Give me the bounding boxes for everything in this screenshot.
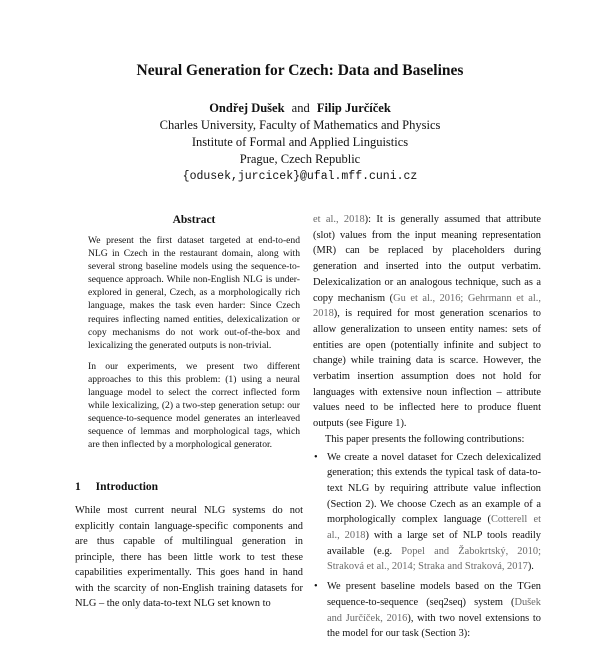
paragraph-text: ), is required for most generation scenarios to allow generalization to unseen entity names: sets of entities are open (potentially infinite and subject to change) while training data is scarce. However, the verbatim insertion assumption does not hold for languages with extensive noun inflection – attribute values need to be inflected here to produce fluent outputs (see Figure 1). bbox=[313, 308, 541, 430]
author-and: and bbox=[291, 101, 310, 115]
affiliation-line-3: Prague, Czech Republic bbox=[239, 152, 361, 166]
author-email: {odusek,jurcicek}@ufal.mff.cuni.cz bbox=[182, 170, 418, 183]
bullet-icon: • bbox=[314, 451, 318, 463]
section-number: 1 bbox=[75, 481, 81, 493]
bullet-icon: • bbox=[314, 581, 318, 593]
list-item-text: We present baseline models based on the TGen sequence-to-sequence (seq2seq) system ( bbox=[327, 581, 541, 608]
introduction-body bbox=[75, 503, 303, 612]
list-item-text: ). bbox=[527, 561, 534, 573]
author-names bbox=[0, 100, 600, 117]
list-item-text: ), with two novel extensions to the model for our task (Section 3): bbox=[327, 612, 541, 640]
right-paragraph-2: This paper presents the following contributions: bbox=[325, 433, 525, 445]
paper-title: Neural Generation for Czech: Data and Baselines bbox=[136, 62, 464, 79]
list-item bbox=[313, 450, 541, 576]
affiliation-line-1: Charles University, Faculty of Mathematics and Physics bbox=[159, 118, 441, 132]
list-item-text: We create a novel dataset for Czech delexicalized generation; this extends the typical task of data-to-text NLG by requiring attribute value inflection (Section 2). We choose Czech as an example of a morphologically complex language ( bbox=[327, 451, 541, 526]
citation-link[interactable]: Gu et al., 2016; Gehrmann et al., 2018 bbox=[313, 292, 541, 320]
author-block bbox=[0, 100, 600, 185]
contribution-list bbox=[313, 450, 541, 642]
citation-link[interactable]: Popel and Žabokrtský, 2010; Straková et al., 2014; Straka and Straková, 2017 bbox=[327, 545, 541, 573]
abstract-heading: Abstract bbox=[172, 214, 216, 226]
citation-link[interactable]: et al., 2018 bbox=[313, 214, 365, 225]
abstract-paragraph: We present the first dataset targeted at end-to-end NLG in Czech in the restaurant domain, along with several strong baseline models using the sequence-to-sequence approach. While non-English NLG is under-explored in general, Czech, as a morphologically rich language, makes the task even harder: Since Czech requires inflecting named entities, delexicalization or copy mechanisms do not work out-of-the-box and lexicalizing the generated outputs is non-trivial. bbox=[88, 235, 300, 351]
right-column bbox=[313, 212, 541, 646]
section-title: Introduction bbox=[95, 481, 159, 493]
paragraph-text: ): It is generally assumed that attribute (slot) values from the input meaning representation (MR) can be replaced by placeholders during generation and inserted into the output verbatim. Delexicalization or an analogous technique, such as a copy mechanism ( bbox=[313, 214, 542, 304]
citation-link[interactable]: Cotterell et al., 2018 bbox=[327, 514, 541, 542]
author-2: Filip Jurčíček bbox=[316, 101, 391, 115]
citation-link[interactable]: Dušek and Jurčíček, 2016 bbox=[327, 596, 541, 624]
right-paragraph-1 bbox=[313, 212, 541, 432]
abstract-body bbox=[88, 234, 300, 460]
author-1: Ondřej Dušek bbox=[209, 101, 285, 115]
affiliation-line-2: Institute of Formal and Applied Linguistics bbox=[191, 135, 409, 149]
abstract-paragraph: In our experiments, we present two different approaches to this this problem: (1) using a neural language model to select the correct inflected form while lexicalizing, (2) a two-step generation setup: our sequence-to-sequence model generates an interleaved sequence of lemmas and morphological tags, which are then inflected by a morphological generator. bbox=[88, 360, 300, 451]
list-item bbox=[313, 579, 541, 642]
section-heading-introduction bbox=[75, 481, 158, 493]
intro-paragraph: While most current neural NLG systems do not explicitly contain language-specific components and are thus capable of multilingual generation in principle, there has been little work to test these capabilities experimentally. This goes hand in hand with the scarcity of non-English training datasets for NLG – the only data-to-text NLG set known to bbox=[75, 505, 303, 609]
list-item-text: ) with a large set of NLP tools readily available (e.g. bbox=[327, 530, 541, 557]
